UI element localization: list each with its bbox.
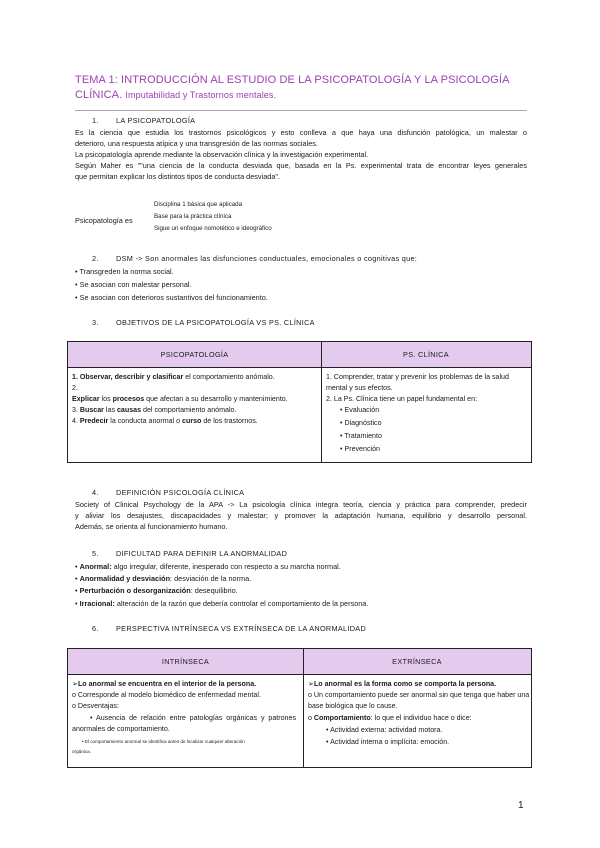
section-2-heading <box>92 254 417 264</box>
objective-3-text: las <box>103 406 117 414</box>
intrinseca-line: o Corresponde al modelo biomédico de enfermedad mental. <box>72 691 261 699</box>
section-6-heading <box>92 624 366 634</box>
section-1-line: Es la ciencia que estudia los trastornos psicológicos y esto conlleva a que haya una disfunción patológica, un malestar o <box>75 128 527 137</box>
psicopatologia-es-item: Sigue un enfoque nomotético e ideográfico <box>154 225 272 232</box>
clinica-line: mental y sus efectos. <box>326 384 393 392</box>
intrinseca-bullet: • Ausencia de relación entre patologías orgánicas y patrones <box>90 714 296 722</box>
section-4-line: Además, se orienta al funcionamiento humano. <box>75 522 228 531</box>
abnormality-term: Irracional: <box>79 599 115 608</box>
clinica-item: • Evaluación <box>340 406 380 414</box>
section-2-bullet-text: Se asocian con deterioros sustantivos del funcionamiento. <box>79 293 268 302</box>
objective-2-text: que afectan a su desarrollo y mantenimiento. <box>144 395 288 403</box>
section-1-text <box>75 127 527 182</box>
objectives-header-psicopatologia: PSICOPATOLOGÍA <box>68 342 321 368</box>
section-6-title: PERSPECTIVA INTRÍNSECA VS EXTRÍNSECA DE LA ANORMALIDAD <box>116 624 367 633</box>
section-5-title: DIFICULTAD PARA DEFINIR LA ANORMALIDAD <box>116 549 288 558</box>
objective-2 <box>72 394 288 405</box>
section-1-line: que permitan explicar los distintos tipos de conducta desviada". <box>75 172 280 181</box>
clinica-item: • Prevención <box>340 445 380 453</box>
psicopatologia-es-item: Disciplina 1 básica que aplicada <box>154 201 243 208</box>
objectives-header-ps-clinica: PS. CLÍNICA <box>321 342 531 368</box>
perspective-header-extrinseca: EXTRÍNSECA <box>303 649 531 675</box>
clinica-item: • Tratamiento <box>340 432 382 440</box>
table-divider <box>321 342 322 462</box>
objective-3-term: causas <box>116 406 142 414</box>
section-2-bullet-text: Se asocian con malestar personal. <box>79 280 192 289</box>
objective-3-number: 3. <box>72 406 80 414</box>
section-1-line: deterioro, una respuesta atípica y una transgresión de las normas sociales. <box>75 139 318 148</box>
title-subtitle: Imputabilidad y Trastornos mentales. <box>125 90 277 100</box>
objective-4-number: 4. <box>72 417 80 425</box>
intrinseca-line: o Desventajas: <box>72 702 119 710</box>
extrinseca-item-text: Actividad interna o implícita: emoción. <box>330 738 450 746</box>
perspective-table <box>67 648 532 768</box>
extrinseca-line: base biológica que lo cause. <box>308 702 398 710</box>
clinica-item-text: Diagnóstico <box>344 419 382 427</box>
abnormality-term: Anormalidad y desviación <box>79 574 171 583</box>
objective-3-term: Buscar <box>79 406 104 414</box>
section-3-heading <box>92 318 315 328</box>
objective-4-text: de los trastornos. <box>201 417 258 425</box>
abnormality-item: • Perturbación o desorganización: desequilibrio. <box>75 586 238 595</box>
section-1-line: Según Maher es ""una ciencia de la conducta desviada que, basada en la Ps. experimental trata de encontrar leyes generales <box>75 161 527 170</box>
section-2-bullet: • Se asocian con malestar personal. <box>75 280 192 289</box>
objective-4-text: la conducta anormal o <box>108 417 183 425</box>
extrinseca-line: o Un comportamiento puede ser anormal sin que tenga que haber una <box>308 691 530 699</box>
section-2-title: DSM -> Son anormales las disfunciones conductuales, emocionales o cognitivas que: <box>116 254 418 263</box>
section-3-title: OBJETIVOS DE LA PSICOPATOLOGÍA VS PS. CLÍNICA <box>116 318 315 327</box>
section-6-number: 6. <box>92 624 99 633</box>
clinica-item-text: Prevención <box>344 445 380 453</box>
intrinseca-bullet-text: El comportamiento anormal se identifica antes de localizar cualquier alteración <box>84 739 245 744</box>
objective-2-term: Explicar <box>72 395 100 403</box>
intrinseca-bullet: • El comportamiento anormal se identifica antes de localizar cualquier alteración <box>82 739 245 744</box>
section-1-title: LA PSICOPATOLOGÍA <box>116 116 196 125</box>
section-4-title: DEFINICIÓN PSICOLOGÍA CLÍNICA <box>116 488 245 497</box>
abnormality-text: algo irregular, diferente, inesperado con respecto a su marcha normal. <box>111 562 341 571</box>
abnormality-text: : desequilibrio. <box>190 586 238 595</box>
abnormality-item: • Anormal: algo irregular, diferente, inesperado con respecto a su marcha normal. <box>75 562 341 571</box>
perspective-header-intrinseca: INTRÍNSECA <box>68 649 303 675</box>
table-divider <box>303 649 304 767</box>
extrinseca-item: • Actividad externa: actividad motora. <box>326 726 443 734</box>
extrinseca-text: : lo que el individuo hace o dice: <box>370 714 472 722</box>
section-1-line: La psicopatología aprende mediante la observación clínica y la investigación experimental. <box>75 150 369 159</box>
section-3-number: 3. <box>92 318 99 327</box>
clinica-item-text: Tratamiento <box>344 432 382 440</box>
psicopatologia-es-item: Base para la práctica clínica <box>154 213 232 220</box>
section-4-line: Society of Clinical Psychology de la APA -> La psicología clínica integra teoría, ciencia y práctica para comprender, predecir <box>75 500 527 509</box>
intrinseca-line: orgánica. <box>72 749 91 754</box>
page-title <box>75 73 527 103</box>
clinica-line: 1. Comprender, tratar y prevenir los problemas de la salud <box>326 373 509 381</box>
objective-3 <box>72 405 236 416</box>
abnormality-text: alteración de la razón que debería controlar el comportamiento de la persona. <box>114 599 369 608</box>
objectives-table <box>67 341 532 463</box>
extrinseca-line: ➢Lo anormal es la forma como se comporta la persona. <box>308 680 497 688</box>
objective-4 <box>72 416 258 427</box>
extrinseca-item: • Actividad interna o implícita: emoción. <box>326 738 450 746</box>
intrinseca-bullet-text: Ausencia de relación entre patologías orgánicas y patrones <box>96 714 296 722</box>
abnormality-text: : desviación de la norma. <box>170 574 252 583</box>
section-4-heading <box>92 488 244 498</box>
section-2-bullet: • Transgreden la norma social. <box>75 267 174 276</box>
section-4-number: 4. <box>92 488 99 497</box>
objective-4-term: Predecir <box>79 417 109 425</box>
clinica-item-text: Evaluación <box>344 406 380 414</box>
page-number: 1 <box>518 800 524 811</box>
section-1-number: 1. <box>92 116 99 125</box>
title-divider <box>75 110 527 111</box>
section-5-heading <box>92 549 287 559</box>
section-2-bullet: • Se asocian con deterioros sustantivos del funcionamiento. <box>75 293 268 302</box>
section-2-number: 2. <box>92 254 99 263</box>
abnormality-item: • Anormalidad y desviación: desviación de la norma. <box>75 574 252 583</box>
title-main: TEMA 1: INTRODUCCIÓN AL ESTUDIO DE LA PSICOPATOLOGÍA Y LA PSICOLOGÍA CLÍNICA. <box>75 74 509 101</box>
objective-1-term: 1. Observar, describir y clasificar <box>72 373 184 381</box>
objective-2-number: 2. <box>72 384 78 392</box>
objective-2-term: procesos <box>112 395 145 403</box>
objective-4-term: curso <box>182 417 202 425</box>
section-4-line: y aliviar los desajustes, discapacidades y malestar; y promover la adaptación humana, equilibrio y desarrollo personal. <box>75 511 527 520</box>
abnormality-item: • Irracional: alteración de la razón que debería controlar el comportamiento de la persona. <box>75 599 369 608</box>
section-2-bullet-text: Transgreden la norma social. <box>79 267 174 276</box>
extrinseca-term: Comportamiento <box>313 714 371 722</box>
objective-1 <box>72 372 275 383</box>
section-5-number: 5. <box>92 549 99 558</box>
objective-3-text: del comportamiento anómalo. <box>141 406 237 414</box>
objective-2-text: los <box>99 395 113 403</box>
extrinseca-line <box>308 713 472 724</box>
section-1-heading <box>92 116 195 126</box>
extrinseca-marker: o <box>308 714 314 722</box>
objective-1-text: el comportamiento anómalo. <box>183 373 275 381</box>
intrinseca-line: ➢Lo anormal se encuentra en el interior de la persona. <box>72 680 257 688</box>
intrinseca-line: anormales de comportamiento. <box>72 725 170 733</box>
extrinseca-item-text: Actividad externa: actividad motora. <box>330 726 443 734</box>
abnormality-term: Perturbación o desorganización <box>79 586 191 595</box>
clinica-item: • Diagnóstico <box>340 419 382 427</box>
section-4-text <box>75 499 527 532</box>
clinica-line: 2. La Ps. Clínica tiene un papel fundamental en: <box>326 395 478 403</box>
abnormality-term: Anormal: <box>79 562 112 571</box>
psicopatologia-es-label: Psicopatología es <box>75 216 133 225</box>
